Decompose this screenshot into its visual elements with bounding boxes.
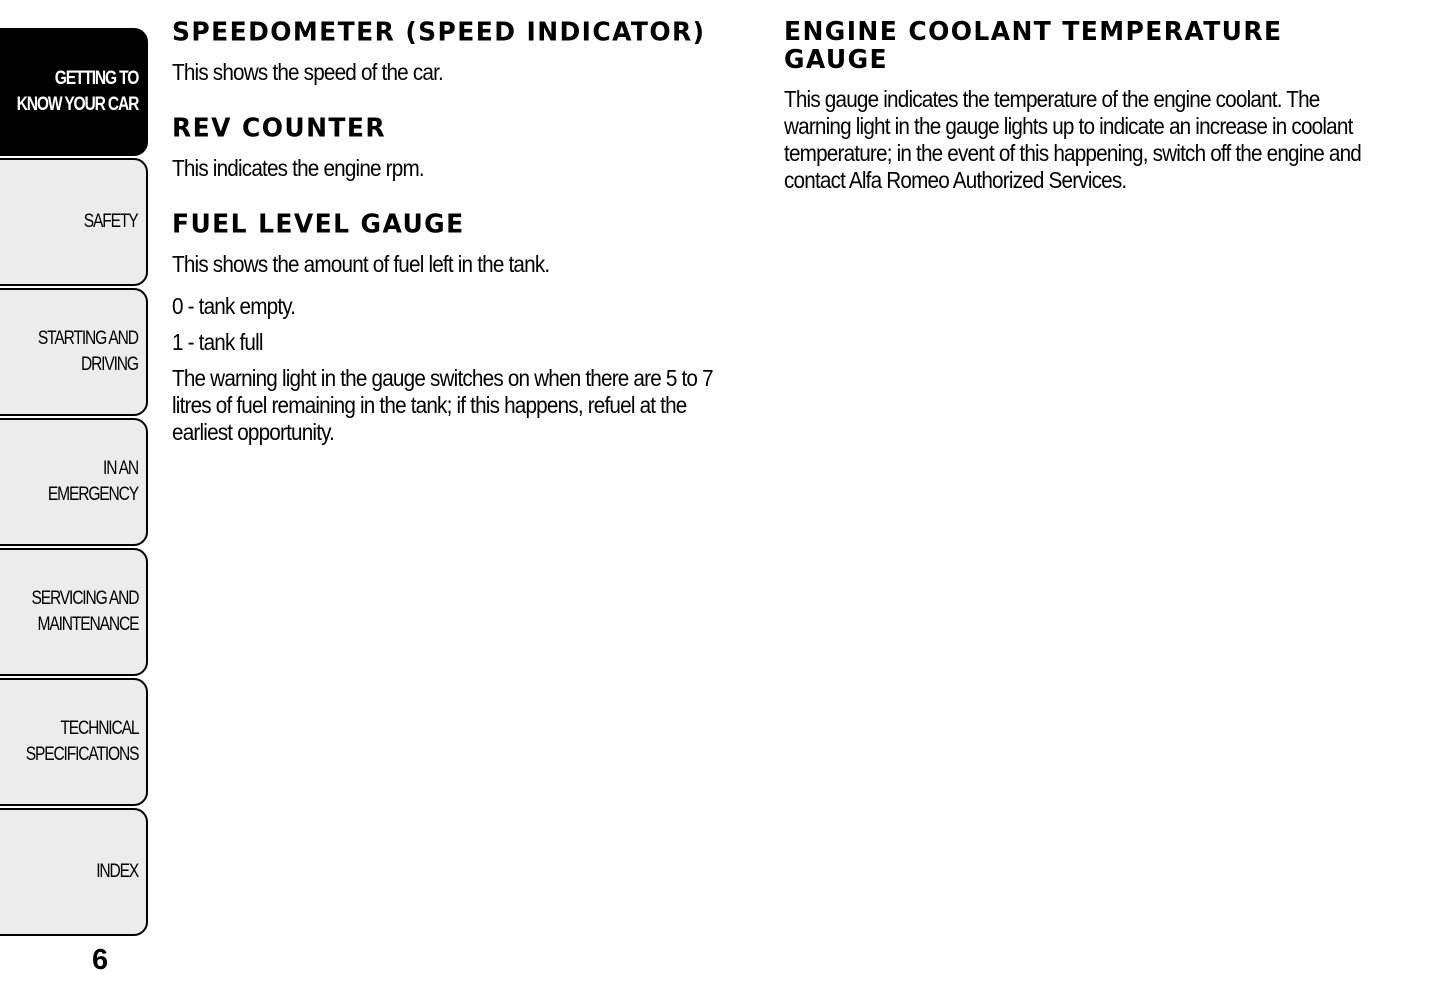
tab-starting-and-driving[interactable] [0,288,148,416]
fuel-empty-text: 0 - tank empty. [172,293,296,319]
tab-technical-specifications[interactable] [0,678,148,806]
tab-label: STARTING AND DRIVING [38,328,138,375]
speedometer-text: This shows the speed of the car. [172,59,443,85]
tab-label: SAFETY [84,211,138,232]
left-column [172,18,762,446]
fuel-level-text: This shows the amount of fuel left in the tank. [172,251,550,277]
coolant-text: This gauge indicates the temperature of the engine coolant. The warning light in the gauge lights up to indicate an increase in coolant temperature; in the event of this happening, switch off the engine and contact Alfa Romeo Authorized Services. [784,86,1361,193]
tab-label: TECHNICAL SPECIFICATIONS [25,718,138,765]
speedometer-heading: SPEEDOMETER (SPEED INDICATOR) [172,16,706,47]
tab-label: IN AN EMERGENCY [47,458,139,505]
tab-label: SERVICING AND MAINTENANCE [31,588,138,635]
tab-getting-to-know-your-car[interactable] [0,28,148,156]
tab-in-an-emergency[interactable] [0,418,148,546]
tab-servicing-and-maintenance[interactable] [0,548,148,676]
tab-label: GETTING TO KNOW YOUR CAR [16,68,138,115]
tab-index[interactable] [0,808,148,936]
tab-safety[interactable] [0,158,148,286]
coolant-heading: ENGINE COOLANT TEMPERATURE GAUGE [784,15,1283,75]
chapter-tabs [0,0,152,998]
tab-label: INDEX [96,861,138,882]
fuel-level-heading: FUEL LEVEL GAUGE [172,208,465,239]
right-column [784,15,1384,194]
fuel-warning-text: The warning light in the gauge switches on when there are 5 to 7 litres of fuel remaining in the tank; if this happens, refuel at the earliest opportunity. [172,365,713,445]
page-number: 6 [92,944,109,976]
rev-counter-text: This indicates the engine rpm. [172,155,424,181]
rev-counter-heading: REV COUNTER [172,112,386,143]
fuel-full-text: 1 - tank full [172,329,263,355]
